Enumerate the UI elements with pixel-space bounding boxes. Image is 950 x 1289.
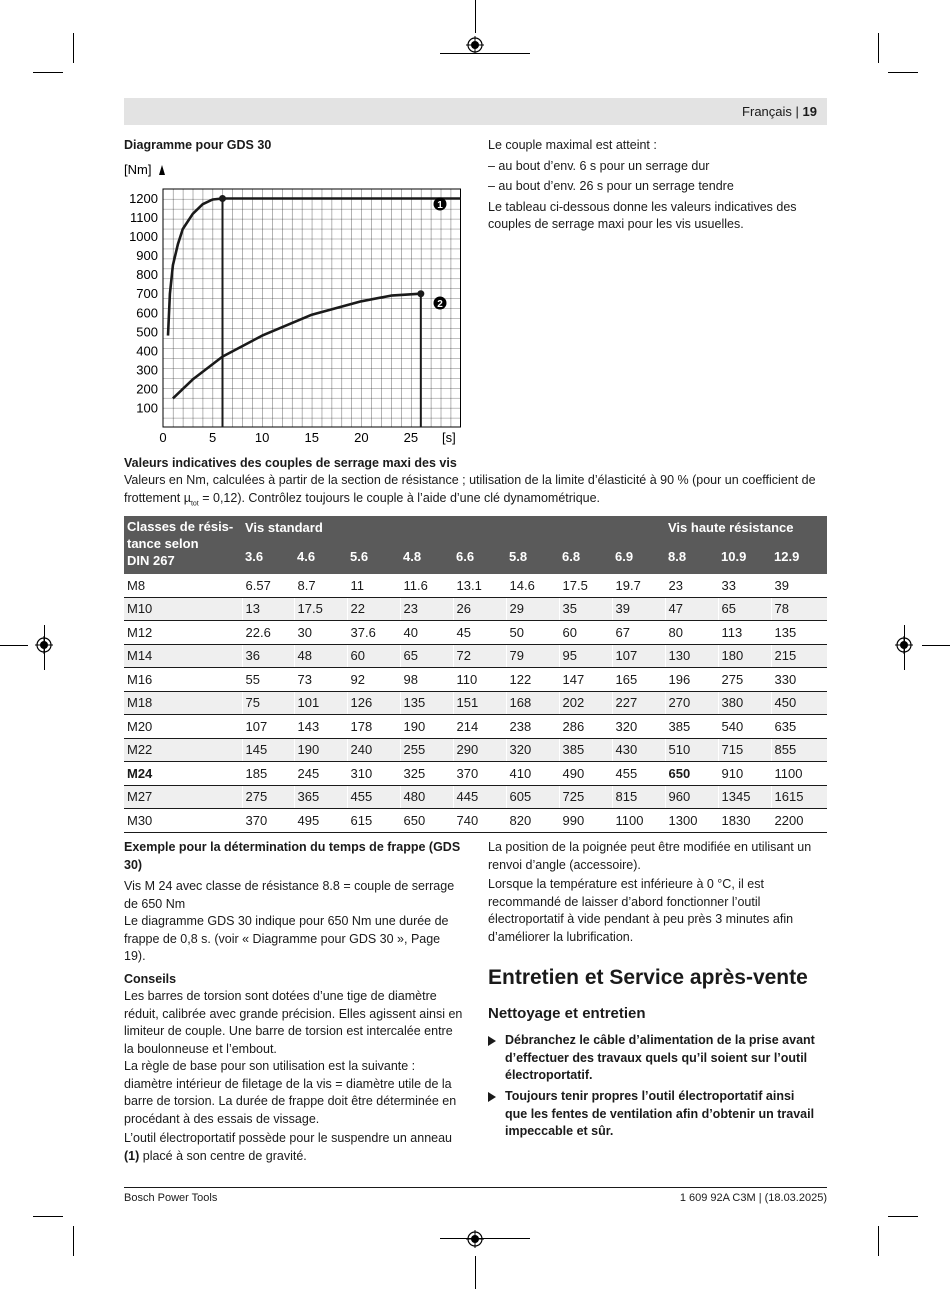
maintenance-title: Entretien et Service après-vente (488, 966, 808, 989)
row-size-cell: M12 (124, 621, 242, 645)
conseils-paragraph: Les barres de torsion sont dotées d’une tige de diamètre réduit, calibrée avec grande précision. Elles agissent ainsi en limiteur de couple. Une barre de torsion est intercalée entre la boulonneuse et l’embout. (124, 989, 463, 1056)
torque-cell: 26 (453, 597, 506, 621)
torque-cell: 78 (771, 597, 827, 621)
torque-cell: 39 (612, 597, 665, 621)
torque-cell: 23 (400, 597, 453, 621)
y-tick-label: 100 (136, 400, 158, 416)
torque-cell: 73 (294, 668, 347, 692)
torque-cell: 1830 (718, 809, 771, 833)
torque-cell: 122 (506, 668, 559, 692)
torque-cell: 79 (506, 644, 559, 668)
y-axis-arrow-icon (159, 165, 165, 175)
torque-cell: 240 (347, 738, 400, 762)
torque-cell: 168 (506, 691, 559, 715)
torque-cell: 143 (294, 715, 347, 739)
max-torque-point (417, 290, 424, 297)
torque-cell: 910 (718, 762, 771, 786)
torque-cell: 1345 (718, 785, 771, 809)
torque-cell: 95 (559, 644, 612, 668)
torque-cell: 60 (347, 644, 400, 668)
torque-cell: 180 (718, 644, 771, 668)
footer-right: 1 609 92A C3M | (18.03.2025) (679, 1192, 827, 1204)
row-size-cell: M8 (124, 574, 242, 597)
registration-mark-icon (895, 636, 913, 654)
torque-cell: 29 (506, 597, 559, 621)
torque-cell: 275 (718, 668, 771, 692)
example-paragraph: Vis M 24 avec classe de résistance 8.8 = couple de serrage de 650 Nm (124, 879, 455, 911)
class-header: 8.8 (665, 538, 718, 574)
row-size-cell: M16 (124, 668, 242, 692)
torque-cell: 320 (612, 715, 665, 739)
torque-cell: 135 (771, 621, 827, 645)
torque-cell: 635 (771, 715, 827, 739)
bullet-arrow-icon (488, 1036, 496, 1046)
torque-cell: 990 (559, 809, 612, 833)
torque-cell: 19.7 (612, 574, 665, 597)
class-header: 6.9 (612, 538, 665, 574)
torque-cell: 36 (242, 644, 294, 668)
table-row (124, 785, 827, 809)
torque-cell: 445 (453, 785, 506, 809)
torque-cell: 310 (347, 762, 400, 786)
torque-cell: 151 (453, 691, 506, 715)
torque-cell: 820 (506, 809, 559, 833)
row-size-cell: M20 (124, 715, 242, 739)
x-tick-label: 15 (304, 430, 319, 445)
torque-cell: 45 (453, 621, 506, 645)
maintenance-bullet: Débranchez le câble d’alimentation de la prise avant d’effectuer des travaux quels qu’il soient sur l’outil électroportatif. (488, 1032, 828, 1084)
torque-cell: 22.6 (242, 621, 294, 645)
table-row (124, 644, 827, 668)
class-header: 4.6 (294, 538, 347, 574)
torque-cell: 22 (347, 597, 400, 621)
y-axis-ticks (129, 191, 158, 415)
torque-cell: 1100 (771, 762, 827, 786)
table-row (124, 574, 827, 597)
torque-cell: 275 (242, 785, 294, 809)
table-row (124, 597, 827, 621)
torque-cell: 455 (347, 785, 400, 809)
torque-cell: 740 (453, 809, 506, 833)
intro-bullet: – au bout d’env. 6 s pour un serrage dur (488, 158, 710, 173)
torque-cell: 98 (400, 668, 453, 692)
bullet-arrow-icon (488, 1092, 496, 1102)
torque-cell: 227 (612, 691, 665, 715)
torque-cell: 855 (771, 738, 827, 762)
chart-grid (163, 189, 461, 427)
torque-cell: 6.57 (242, 574, 294, 597)
diagram-title: Diagramme pour GDS 30 (124, 138, 272, 152)
torque-cell: 113 (718, 621, 771, 645)
torque-cell: 11 (347, 574, 400, 597)
torque-cell: 185 (242, 762, 294, 786)
conseils-paragraph: L’outil électroportatif possède pour le suspendre un anneau (1) placé à son centre de gravité. (124, 1131, 453, 1163)
torque-cell: 215 (771, 644, 827, 668)
torque-cell: 14.6 (506, 574, 559, 597)
torque-cell: 380 (718, 691, 771, 715)
x-axis-unit: [s] (442, 430, 456, 445)
group-high-header: Vis haute résistance (665, 516, 827, 538)
torque-cell: 450 (771, 691, 827, 715)
torque-cell: 480 (400, 785, 453, 809)
torque-cell: 13.1 (453, 574, 506, 597)
page-header (124, 98, 827, 125)
torque-cell: 320 (506, 738, 559, 762)
y-tick-label: 700 (136, 286, 158, 302)
torque-cell: 35 (559, 597, 612, 621)
y-tick-label: 600 (136, 305, 158, 321)
torque-cell: 47 (665, 597, 718, 621)
intro-paragraph: Le tableau ci-dessous donne les valeurs indicatives des couples de serrage maxi pour les vis usuelles. (488, 199, 797, 231)
y-axis-unit: [Nm] (124, 162, 152, 177)
torque-cell: 385 (559, 738, 612, 762)
row-size-cell: M27 (124, 785, 242, 809)
torque-cell: 178 (347, 715, 400, 739)
torque-cell: 60 (559, 621, 612, 645)
torque-cell: 650 (665, 762, 718, 786)
registration-mark-icon (466, 36, 484, 54)
torque-cell: 107 (242, 715, 294, 739)
torque-cell: 190 (294, 738, 347, 762)
torque-cell: 17.5 (559, 574, 612, 597)
torque-cell: 455 (612, 762, 665, 786)
class-header: 5.6 (347, 538, 400, 574)
x-tick-label: 5 (208, 430, 217, 445)
row-size-cell: M24 (124, 762, 242, 786)
torque-cell: 110 (453, 668, 506, 692)
torque-cell: 495 (294, 809, 347, 833)
x-tick-label: 25 (403, 430, 419, 445)
torque-cell: 190 (400, 715, 453, 739)
left-column (124, 839, 464, 1165)
torque-cell: 1300 (665, 809, 718, 833)
conseils-title: Conseils (124, 971, 177, 986)
torque-cell: 55 (242, 668, 294, 692)
torque-cell: 238 (506, 715, 559, 739)
torque-cell: 245 (294, 762, 347, 786)
class-header: 10.9 (718, 538, 771, 574)
torque-cell: 8.7 (294, 574, 347, 597)
conseils-paragraph: La règle de base pour son utilisation est la suivante : diamètre intérieur de filetage de la vis = diamètre utile de la barre de torsion. La durée de frappe doit être déterminée en procédant à des essais de vissage. (124, 1059, 457, 1126)
maintenance-bullet: Toujours tenir propres l’outil électroportatif ainsi que les fentes de ventilation afin d’obtenir un travail impeccable et sûr. (488, 1088, 828, 1140)
torque-cell: 40 (400, 621, 453, 645)
values-title: Valeurs indicatives des couples de serrage maxi des vis (124, 456, 457, 470)
class-header: 4.8 (400, 538, 453, 574)
torque-cell: 290 (453, 738, 506, 762)
torque-cell: 202 (559, 691, 612, 715)
registration-mark-icon (466, 1230, 484, 1248)
torque-cell: 107 (612, 644, 665, 668)
torque-cell: 540 (718, 715, 771, 739)
callout-1-label: 1 (437, 200, 443, 211)
torque-cell: 17.5 (294, 597, 347, 621)
table-row (124, 738, 827, 762)
x-tick-label: 0 (159, 430, 167, 445)
torque-cell: 385 (665, 715, 718, 739)
torque-cell: 430 (612, 738, 665, 762)
class-header: 6.8 (559, 538, 612, 574)
y-tick-label: 300 (136, 362, 158, 378)
class-header: 12.9 (771, 538, 827, 574)
torque-cell: 80 (665, 621, 718, 645)
torque-cell: 370 (453, 762, 506, 786)
right-column (488, 839, 828, 946)
torque-cell: 101 (294, 691, 347, 715)
right-paragraph: La position de la poignée peut être modifiée en utilisant un renvoi d’angle (accessoire). (488, 840, 812, 872)
y-tick-label: 200 (136, 381, 158, 397)
max-torque-point (219, 195, 226, 202)
torque-table (124, 516, 827, 833)
header-language: Français (742, 104, 792, 119)
intro-block (488, 137, 828, 234)
torque-cell: 126 (347, 691, 400, 715)
group-standard-header: Vis standard (242, 516, 665, 538)
y-tick-label: 400 (136, 343, 158, 359)
table-row (124, 691, 827, 715)
y-tick-label: 1100 (130, 210, 158, 226)
torque-cell: 410 (506, 762, 559, 786)
class-header: 3.6 (242, 538, 294, 574)
footer-left: Bosch Power Tools (124, 1192, 218, 1204)
row-size-cell: M10 (124, 597, 242, 621)
torque-cell: 725 (559, 785, 612, 809)
torque-cell: 286 (559, 715, 612, 739)
table-row (124, 762, 827, 786)
torque-cell: 75 (242, 691, 294, 715)
torque-cell: 39 (771, 574, 827, 597)
torque-cell: 815 (612, 785, 665, 809)
torque-cell: 65 (718, 597, 771, 621)
page-number: 19 (802, 104, 817, 119)
torque-cell: 135 (400, 691, 453, 715)
y-tick-label: 500 (136, 324, 158, 340)
torque-cell: 130 (665, 644, 718, 668)
class-header: 6.6 (453, 538, 506, 574)
x-axis-ticks (159, 430, 418, 445)
torque-cell: 147 (559, 668, 612, 692)
row-size-cell: M18 (124, 691, 242, 715)
right-paragraph: Lorsque la température est inférieure à 0 °C, il est recommandé de laisser d’abord fonctionner l’outil électroportatif à vide pendant à peu près 3 minutes afin d’améliorer la lubrification. (488, 877, 794, 944)
torque-cell: 365 (294, 785, 347, 809)
torque-cell: 92 (347, 668, 400, 692)
table-row (124, 668, 827, 692)
maintenance-subtitle: Nettoyage et entretien (488, 1005, 646, 1022)
torque-cell: 1100 (612, 809, 665, 833)
table-row (124, 715, 827, 739)
table-body (124, 574, 827, 832)
footer-rule (124, 1187, 827, 1188)
torque-cell: 48 (294, 644, 347, 668)
row-size-cell: M30 (124, 809, 242, 833)
header-text: Français | 19 (742, 104, 817, 119)
torque-cell: 165 (612, 668, 665, 692)
torque-cell: 325 (400, 762, 453, 786)
torque-time-chart (118, 158, 468, 450)
torque-cell: 510 (665, 738, 718, 762)
y-tick-label: 1000 (129, 229, 158, 245)
table-corner-header: Classes de résis- tance selon DIN 267 (124, 516, 242, 574)
torque-cell: 270 (665, 691, 718, 715)
row-size-cell: M14 (124, 644, 242, 668)
torque-cell: 650 (400, 809, 453, 833)
torque-cell: 2200 (771, 809, 827, 833)
torque-cell: 715 (718, 738, 771, 762)
values-description: Valeurs en Nm, calculées à partir de la section de résistance ; utilisation de la limite d’élasticité à 90 % (pour un coefficient de frottement µ$_{tot}$ = 0,12). Contrôlez toujours le couple à l’aide d’une clé dynamométrique. (124, 473, 816, 507)
torque-cell: 67 (612, 621, 665, 645)
example-paragraph: Le diagramme GDS 30 indique pour 650 Nm une durée de frappe de 0,8 s. (voir « Diagramme pour GDS 30 », Page 19). (124, 914, 449, 963)
x-tick-label: 20 (354, 430, 369, 445)
table-row (124, 809, 827, 833)
torque-cell: 33 (718, 574, 771, 597)
torque-cell: 615 (347, 809, 400, 833)
torque-cell: 23 (665, 574, 718, 597)
table-row (124, 621, 827, 645)
torque-cell: 214 (453, 715, 506, 739)
torque-cell: 605 (506, 785, 559, 809)
torque-cell: 330 (771, 668, 827, 692)
torque-cell: 65 (400, 644, 453, 668)
torque-cell: 1615 (771, 785, 827, 809)
torque-cell: 50 (506, 621, 559, 645)
y-tick-label: 900 (136, 248, 158, 264)
y-tick-label: 1200 (129, 191, 158, 207)
class-header: 5.8 (506, 538, 559, 574)
registration-mark-icon (35, 636, 53, 654)
torque-cell: 490 (559, 762, 612, 786)
torque-cell: 255 (400, 738, 453, 762)
y-tick-label: 800 (136, 267, 158, 283)
torque-cell: 960 (665, 785, 718, 809)
torque-cell: 13 (242, 597, 294, 621)
torque-cell: 30 (294, 621, 347, 645)
callout-2-label: 2 (437, 299, 443, 310)
example-title: Exemple pour la détermination du temps de frappe (GDS 30) (124, 840, 461, 872)
torque-cell: 11.6 (400, 574, 453, 597)
torque-cell: 145 (242, 738, 294, 762)
x-tick-label: 10 (254, 430, 270, 445)
row-size-cell: M22 (124, 738, 242, 762)
torque-cell: 37.6 (347, 621, 400, 645)
torque-cell: 72 (453, 644, 506, 668)
intro-bullet: – au bout d’env. 26 s pour un serrage tendre (488, 179, 734, 193)
torque-cell: 370 (242, 809, 294, 833)
intro-line: Le couple maximal est atteint : (488, 138, 657, 152)
torque-cell: 196 (665, 668, 718, 692)
